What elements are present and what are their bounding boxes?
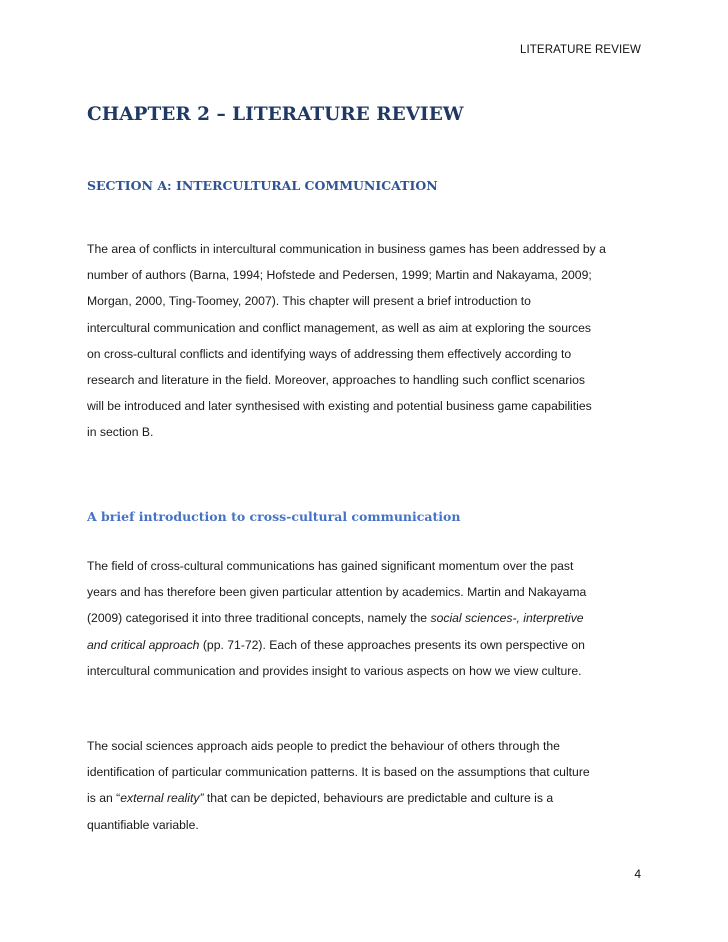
intro-paragraph bbox=[87, 236, 647, 446]
cross-cultural-paragraph bbox=[87, 553, 647, 684]
text-run: is an “ bbox=[87, 791, 121, 806]
social-sciences-paragraph bbox=[87, 733, 647, 838]
paragraph-line: Morgan, 2000, Ting-Toomey, 2007). This chapter will present a brief introduction to bbox=[87, 294, 531, 309]
paragraph-line: years and has therefore been given particular attention by academics. Martin and Nakayama bbox=[87, 585, 587, 600]
paragraph-line: in section B. bbox=[87, 425, 154, 440]
paragraph-line: research and literature in the field. Moreover, approaches to handling such conflict scenarios bbox=[87, 373, 585, 388]
paragraph-line: intercultural communication and conflict management, as well as aim at exploring the sources bbox=[87, 320, 591, 335]
paragraph-line: The area of conflicts in intercultural communication in business games has been addressed by a bbox=[87, 242, 606, 256]
running-header: LITERATURE REVIEW bbox=[520, 44, 641, 56]
paragraph-line bbox=[87, 785, 647, 811]
paragraph-line: on cross-cultural conflicts and identifying ways of addressing them effectively according to bbox=[87, 346, 572, 361]
italic-term: external reality” bbox=[120, 791, 204, 806]
paragraph-line bbox=[87, 605, 647, 631]
italic-term: social sciences-, interpretive bbox=[430, 611, 584, 626]
paragraph-line: number of authors (Barna, 1994; Hofstede and Pedersen, 1999; Martin and Nakayama, 2009; bbox=[87, 268, 592, 283]
text-run: (pp. 71-72). Each of these approaches presents its own perspective on bbox=[199, 637, 585, 652]
paragraph-line: will be introduced and later synthesised with existing and potential business game capabilities bbox=[87, 399, 592, 414]
italic-term: and critical approach bbox=[87, 637, 200, 652]
subsection-title: A brief introduction to cross-cultural communication bbox=[87, 509, 461, 524]
text-run: that can be depicted, behaviours are predictable and culture is a bbox=[203, 791, 554, 806]
chapter-title: CHAPTER 2 – LITERATURE REVIEW bbox=[87, 104, 464, 125]
paragraph-line bbox=[87, 632, 647, 658]
page-number: 4 bbox=[634, 867, 641, 881]
paragraph-line: The field of cross-cultural communications has gained significant momentum over the past bbox=[87, 559, 574, 573]
paragraph-line: quantifiable variable. bbox=[87, 817, 199, 832]
paragraph-line: intercultural communication and provides insight to various aspects on how we view culture. bbox=[87, 663, 582, 678]
paragraph-line: identification of particular communication patterns. It is based on the assumptions that culture bbox=[87, 765, 590, 780]
text-run: (2009) categorised it into three traditional concepts, namely the bbox=[87, 611, 431, 626]
section-title: SECTION A: INTERCULTURAL COMMUNICATION bbox=[87, 178, 438, 193]
paragraph-line: The social sciences approach aids people to predict the behaviour of others through the bbox=[87, 739, 560, 753]
